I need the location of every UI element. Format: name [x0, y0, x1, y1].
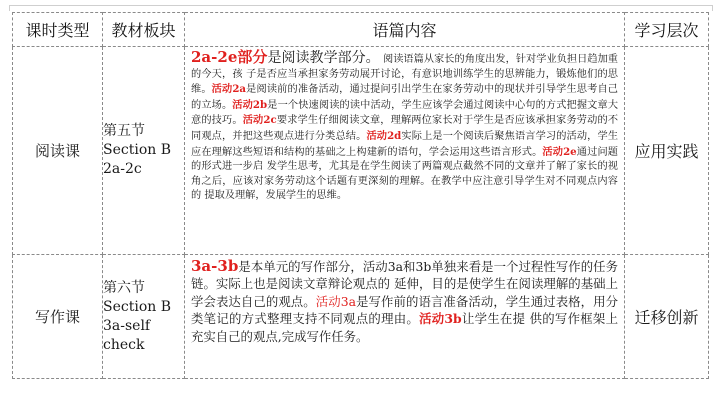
content-segment: 活动2b	[232, 98, 268, 111]
textbook-section-cell	[103, 255, 185, 379]
slide-frame	[9, 5, 713, 11]
content-segment: 是写作前的语言准备活动，学生通过表格，用分类笔记的方式整理支持不同观点的理由。	[191, 293, 619, 327]
content-segment: 通过问题的形式进一步启 发学生思考，尤其是在学生阅读了两篇观点截然不同的文章并了解了家长的视角之后，应该对家务劳动这个话题有更深刻的理解。在教学中应注意引导学生对不同观点内容的 提取及理解，发展学生的思维。	[191, 146, 618, 202]
table-row	[13, 47, 709, 255]
content-segment: 要求学生仔细阅读文章，理解两位家长对于学生是否应该承担家务劳动的不同观点，并把这些观点进行分类总结。	[191, 115, 619, 142]
table-row	[13, 255, 709, 379]
content-segment: 是本单元的写作部分，活动3a和3b单独来看是一个过程性写作的任务链。实际上也是阅读文章辩论观点的 延伸，目的是使学生在阅读理解的基础上学会表达自己的观点。	[191, 259, 618, 309]
content-segment: 让学生在提 供的写作框架上充实自己的观点,完成写作任务。	[191, 311, 618, 344]
text-content-cell	[185, 47, 625, 255]
content-segment: 活动3a	[315, 293, 356, 309]
section-line: 第六节	[103, 279, 145, 296]
learning-level-cell: 迁移创新	[625, 255, 709, 379]
header-textbook-section: 教材板块	[103, 13, 185, 47]
section-line: 2a-2c	[103, 161, 142, 177]
content-segment: 是一个快速阅读的读中活动，学生应该学会通过阅读中心句的方式把握文章大意的技巧。	[191, 99, 619, 127]
content-segment: 是阅读前的准备活动，通过提问引出学生在家务劳动中的现状并引导学生思考自己的立场。	[191, 84, 618, 111]
lesson-type-cell: 写作课	[13, 255, 103, 379]
header-text-content: 语篇内容	[185, 13, 625, 47]
content-segment: 阅读语篇从家长的角度出发，针对学业负担日趋加重的今天，孩 子是否应当承担家务劳动展开讨论，有意识地训练学生的思辨能力，锻炼他们的思 维。	[191, 54, 618, 96]
section-line: Section B	[103, 142, 172, 158]
lesson-type-cell: 阅读课	[13, 47, 103, 255]
section-line: check	[103, 336, 145, 353]
text-content-cell	[185, 255, 625, 379]
content-segment: 实际上是一个阅读后聚焦语言学习的活动，学生应在理解这些短语和结构的基础之上构建新的语句，学会运用这些语言形式。	[191, 130, 619, 158]
section-line: 第五节	[103, 123, 145, 139]
textbook-section-cell	[103, 47, 185, 255]
section-line: Section B	[103, 298, 172, 315]
header-lesson-type: 课时类型	[13, 13, 103, 47]
learning-level-cell: 应用实践	[625, 47, 709, 255]
header-learning-level: 学习层次	[625, 13, 709, 47]
content-paragraph	[185, 47, 624, 206]
content-segment: 活动3b	[419, 311, 462, 327]
section-line: 3a-self	[103, 317, 151, 334]
content-segment: 是阅读教学部分。	[267, 50, 380, 66]
lesson-analysis-table	[12, 12, 709, 379]
content-segment: 活动2a	[211, 83, 247, 96]
content-segment: 活动2c	[242, 114, 277, 127]
content-segment: 活动2d	[366, 129, 402, 142]
content-segment: 活动2e	[542, 145, 577, 158]
header-row	[13, 13, 709, 47]
content-paragraph	[185, 255, 624, 347]
content-segment: 2a-2e部分	[191, 48, 268, 66]
content-segment: 3a-3b	[191, 257, 239, 275]
